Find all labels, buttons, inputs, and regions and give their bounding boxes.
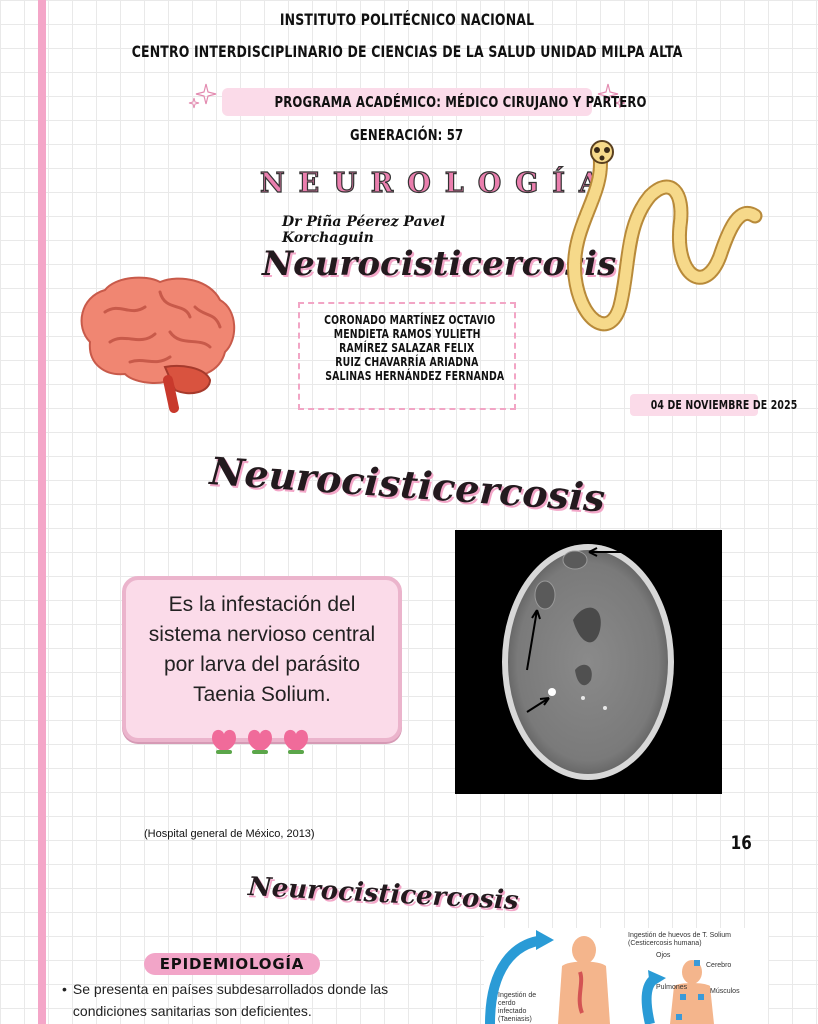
section-title: Neurocisticercosis xyxy=(247,872,520,917)
date-badge: 04 DE NOVIEMBRE DE 2025 xyxy=(630,394,758,416)
section-title: Neurocisticercosis xyxy=(208,448,607,521)
generation-label: GENERACIÓN: 57 xyxy=(350,126,464,144)
doctor-name: Dr Piña Péerez Pavel Korchaguin xyxy=(282,214,446,246)
notebook-margin-line xyxy=(38,0,46,1024)
list-item: • Se presenta en países subdesarrollados donde las condiciones sanitarias son deficientes. xyxy=(62,981,389,1019)
ct-scan-image xyxy=(455,530,722,794)
author-name: RUIZ CHAVARRÍA ARIADNA xyxy=(335,355,479,369)
subject-title: NEUROLOGÍA xyxy=(260,168,614,199)
diagram-label: Ingestión de huevos de T. Solium (Cesticercosis humana) xyxy=(628,932,731,947)
authors-box xyxy=(298,302,516,410)
image-caption: (Hospital general de México, 2013) xyxy=(144,828,315,840)
program-badge: PROGRAMA ACADÉMICO: MÉDICO CIRUJANO Y PARTERO xyxy=(222,88,592,116)
bullet-list xyxy=(62,978,442,1022)
diagram-label: Músculos xyxy=(710,988,740,995)
diagram-label: Cerebro xyxy=(706,962,732,969)
brain-icon xyxy=(70,272,240,414)
definition-box xyxy=(122,576,402,742)
cover-title: Neurocisticercosis xyxy=(262,244,617,284)
epidemiology-heading: EPIDEMIOLOGÍA xyxy=(144,953,320,975)
diagram-label: Pulmones xyxy=(656,984,688,991)
institute-name: INSTITUTO POLITÉCNICO NACIONAL xyxy=(279,10,535,29)
definition-text: Es la infestación del sistema nervioso central por larva del parásito Taenia Solium. xyxy=(148,593,376,706)
diagram-label: Ingestión de cerdo infectado (Taeniasis) xyxy=(498,992,537,1023)
author-name: SALINAS HERNÁNDEZ FERNANDA xyxy=(325,369,505,383)
tapeworm-icon xyxy=(555,136,760,348)
center-name: CENTRO INTERDISCIPLINARIO DE CIENCIAS DE LA SALUD UNIDAD MILPA ALTA xyxy=(131,42,683,61)
flower-icon xyxy=(204,724,316,756)
author-name: CORONADO MARTÍNEZ OCTAVIO xyxy=(324,313,496,327)
sparkle-icon xyxy=(186,82,218,116)
page-number: 16 xyxy=(730,832,752,854)
author-name: RAMÍREZ SALAZAR FELIX xyxy=(339,341,475,355)
lifecycle-diagram xyxy=(484,928,768,1024)
diagram-label: Ojos xyxy=(656,952,671,959)
author-name: MENDIETA RAMOS YULIETH xyxy=(333,327,481,341)
